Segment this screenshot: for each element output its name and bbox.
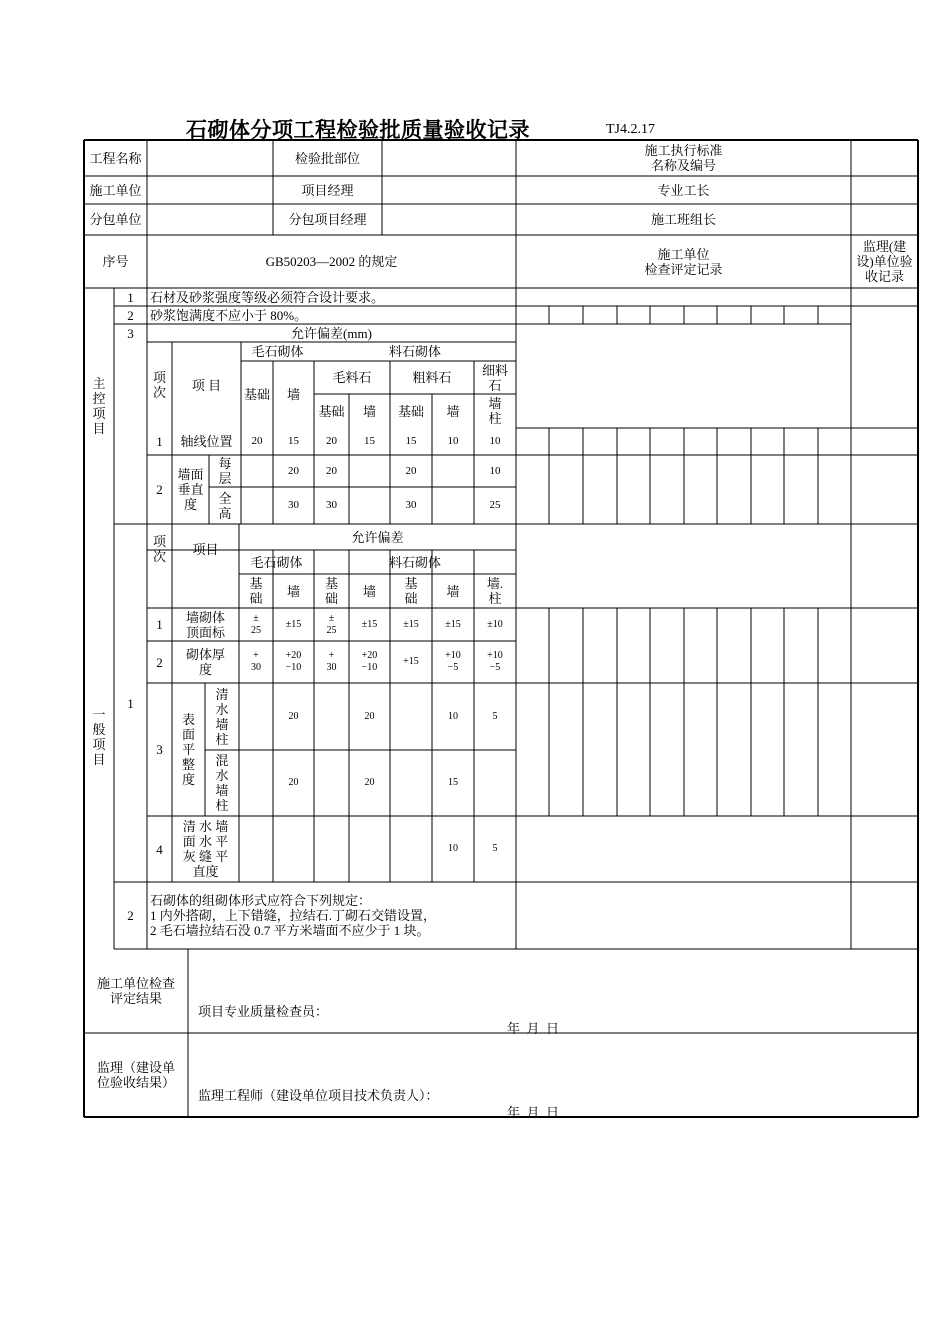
value-cell: ± 25 <box>326 612 337 636</box>
value-cell: 15 <box>288 435 299 447</box>
rubble-label: 毛石砌体 <box>251 344 304 359</box>
elevation-label: 墙砌体 顶面标 <box>185 609 225 640</box>
axis-label: 轴线位置 <box>180 434 233 449</box>
value-cell <box>474 750 516 816</box>
page-title: 石砌体分项工程检验批质量验收记录 <box>186 118 530 142</box>
wall-label: 墙 <box>446 403 460 419</box>
column-head: 基 础 <box>249 576 263 606</box>
value-cell: ±15 <box>361 618 378 630</box>
item-no: 1 <box>127 695 134 711</box>
item-no: 1 <box>156 434 163 449</box>
value-cell: 15 <box>448 777 458 788</box>
value-cell: +10 −5 <box>445 650 461 673</box>
project-label: 项 目 <box>191 377 222 393</box>
coarse-stone-label: 粗料石 <box>412 370 452 385</box>
joint-label: 清 水 墙 面 水 平 灰 缝 平 直度 <box>182 819 229 879</box>
value-cell: 20 <box>326 464 337 477</box>
label-construction-unit: 施工单位 <box>89 182 142 198</box>
value-cell: 10 <box>447 435 459 447</box>
value-cell: 30 <box>405 499 417 511</box>
value-cell: 30 <box>326 499 337 511</box>
value-cell: ±15 <box>445 618 461 630</box>
wall-label: 墙 <box>286 387 300 402</box>
value-cell <box>239 683 273 750</box>
header-spec: GB50203—2002 的规定 <box>265 254 398 269</box>
value-cell: +20 −10 <box>285 650 302 673</box>
base-label: 基础 <box>243 387 270 402</box>
value-cell: 20 <box>405 464 417 477</box>
value-cell <box>349 487 390 524</box>
fine-stone-label: 细料 石 <box>481 362 508 393</box>
value-cell: +20 −10 <box>361 650 378 673</box>
label-subcontractor: 分包单位 <box>89 212 142 227</box>
item-no: 3 <box>127 325 134 341</box>
value-cell: +15 <box>403 656 419 667</box>
item-no: 1 <box>156 617 163 632</box>
value-cell <box>432 455 474 487</box>
item-no: 2 <box>127 908 134 923</box>
item-text: 砂浆饱满度不应小于 80%。 <box>150 307 308 323</box>
wall-label: 墙 <box>362 403 376 419</box>
value-cell <box>314 816 349 882</box>
wall-col-label: 墙 柱 <box>488 396 502 426</box>
value-cell <box>432 487 474 524</box>
label-sub-manager: 分包项目经理 <box>288 212 367 227</box>
item-no: 2 <box>156 654 163 670</box>
item-text: 石材及砂浆强度等级必须符合设计要求。 <box>150 289 385 305</box>
label-inspection-part: 检验批部位 <box>294 150 360 166</box>
header-unit-check: 施工单位 检查评定记录 <box>644 246 723 277</box>
value-cell: 20 <box>288 710 299 722</box>
value-cell: +10 −5 <box>487 650 503 673</box>
value-cell: 10 <box>489 464 501 477</box>
item-text: 石砌体的组砌体形式应符合下列规定： 1 内外搭砌，上下错缝，拉结石.丁砌石交错设置， 2 毛石墙拉结石没 0.7 平方米墙面不应少于 1 块。 <box>150 893 437 938</box>
value-cell: + 30 <box>326 650 337 673</box>
inspector-date: 年 月 日 <box>507 1021 560 1036</box>
full-height-label: 全 高 <box>218 490 232 521</box>
value-cell <box>241 487 273 524</box>
value-cell <box>239 750 273 816</box>
value-cell: ±15 <box>285 618 302 630</box>
value-cell: 10 <box>489 435 501 447</box>
column-head: 墙 <box>446 583 460 599</box>
value-cell <box>241 455 273 487</box>
general-label: 一 般 项 目 <box>92 706 106 767</box>
column-head: 墙. 柱 <box>486 576 504 606</box>
value-cell <box>390 683 432 750</box>
item-no: 3 <box>156 742 163 757</box>
base-label: 基础 <box>397 403 424 419</box>
mixed-wall-label: 混 水 墙 柱 <box>215 753 229 813</box>
rubble-label: 毛石砌体 <box>250 554 303 570</box>
value-cell: 20 <box>326 435 337 447</box>
index-label: 项 次 <box>152 370 166 400</box>
value-cell <box>390 750 432 816</box>
item-no: 2 <box>127 307 134 323</box>
engineer-signature-label: 监理工程师（建设单位项目技术负责人）： <box>198 1088 439 1103</box>
label-standard-name: 施工执行标准 名称及编号 <box>644 143 723 173</box>
value-cell: + 30 <box>251 650 261 673</box>
thickness-label: 砌体厚 度 <box>185 647 225 677</box>
value-cell: 5 <box>492 843 498 854</box>
unit-result-label: 施工单位检查 评定结果 <box>96 976 175 1006</box>
header-supervision: 监理(建 设)单位验 收记录 <box>856 239 913 284</box>
project-label: 项目 <box>192 541 219 557</box>
value-cell: ±15 <box>403 618 419 630</box>
vertical-label: 墙面 垂直 度 <box>177 467 204 512</box>
value-cell: 20 <box>364 777 375 788</box>
value-cell: 10 <box>448 843 458 854</box>
value-cell: 10 <box>448 710 458 722</box>
item-no: 4 <box>156 841 163 857</box>
label-project-manager: 项目经理 <box>301 182 354 198</box>
value-cell <box>314 683 349 750</box>
value-cell: 20 <box>288 464 299 477</box>
form-code: TJ4.2.17 <box>606 122 655 137</box>
value-cell: 15 <box>405 435 417 447</box>
main-control-label: 主 控 项 目 <box>92 376 106 436</box>
inspector-signature-label: 项目专业质量检查员： <box>198 1004 329 1019</box>
base-label: 基础 <box>318 403 345 419</box>
column-head: 基 础 <box>324 576 338 606</box>
value-cell: 25 <box>489 499 501 511</box>
value-cell <box>349 455 390 487</box>
value-cell: ± 25 <box>251 612 261 636</box>
value-cell <box>349 816 390 882</box>
value-cell: 20 <box>251 435 263 447</box>
allow-deviation-label: 允许偏差(mm) <box>291 325 372 341</box>
allow-deviation-label: 允许偏差 <box>351 529 404 545</box>
per-floor-label: 每 层 <box>218 456 232 486</box>
item-no: 1 <box>127 289 134 305</box>
label-team-leader: 施工班组长 <box>650 212 716 227</box>
value-cell: 5 <box>492 710 498 722</box>
value-cell <box>390 816 432 882</box>
label-project-name: 工程名称 <box>89 150 142 166</box>
value-cell <box>273 816 314 882</box>
index-label: 项 次 <box>152 534 166 564</box>
value-cell <box>239 816 273 882</box>
label-foreman: 专业工长 <box>657 182 710 198</box>
value-cell <box>314 750 349 816</box>
item-no: 2 <box>156 482 163 497</box>
dressed-label: 料石砌体 <box>388 344 441 359</box>
column-head: 基 础 <box>404 576 418 606</box>
clear-wall-label: 清 水 墙 柱 <box>215 686 229 747</box>
value-cell: 20 <box>364 710 375 722</box>
value-cell: 15 <box>364 435 375 447</box>
engineer-date: 年 月 日 <box>507 1105 560 1120</box>
flatness-label: 表 面 平 整 度 <box>181 712 195 787</box>
column-head: 墙 <box>362 583 376 599</box>
value-cell: 30 <box>288 499 299 511</box>
rough-stone-label: 毛料石 <box>332 370 372 385</box>
supervision-result-label: 监理（建设单 位验收结果） <box>96 1060 175 1090</box>
value-cell: 20 <box>288 777 299 788</box>
dressed-label: 料石砌体 <box>388 554 441 570</box>
column-head: 墙 <box>286 583 300 599</box>
header-seq: 序号 <box>102 254 129 269</box>
value-cell: ±10 <box>487 618 503 630</box>
